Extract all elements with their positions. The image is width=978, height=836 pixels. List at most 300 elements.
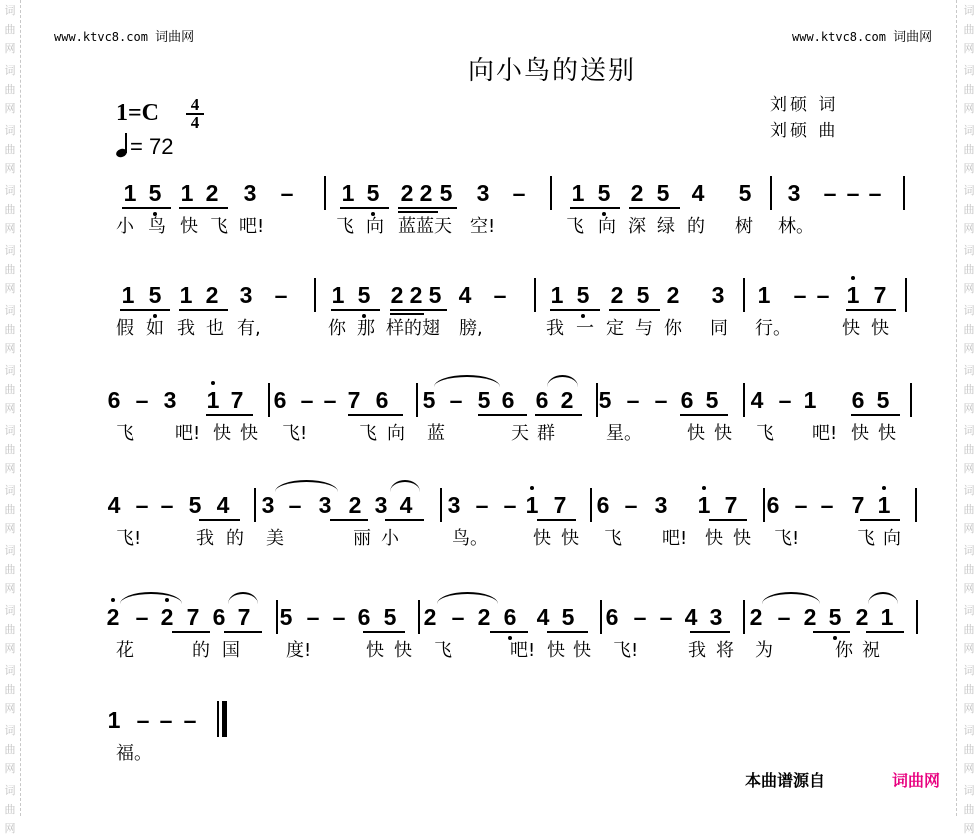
note: – [160,492,174,518]
lyric: 飞 [116,423,134,444]
watermark-char: 曲 [963,443,975,456]
note: 5 [366,180,380,206]
note: 3 [654,492,668,518]
slur-arc [437,592,498,604]
watermark-char: 词 [4,544,16,557]
octave-up-dot [211,381,215,385]
note: – [135,387,149,413]
tempo-marking [116,133,173,160]
lyric: 吧! [510,640,536,661]
note: – [288,492,302,518]
note: 2 [749,604,763,630]
watermark-char: 网 [963,462,975,475]
barline [416,383,418,417]
note: 7 [230,387,244,413]
barline [324,176,326,210]
note: 2 [400,180,414,206]
lyric: 快 [240,423,258,444]
watermark-char: 曲 [963,263,975,276]
watermark-char: 网 [963,402,975,415]
lyric: 我 [688,640,706,661]
note: 7 [347,387,361,413]
note: 2 [106,604,120,630]
lyric: 度! [286,640,312,661]
watermark-char: 词 [4,304,16,317]
lyric: 我 [177,318,195,339]
note: 2 [409,282,423,308]
note: – [823,180,837,206]
note: – [624,492,638,518]
note: 2 [803,604,817,630]
beam-underline [390,309,447,311]
note: 1 [525,492,539,518]
slur-arc [434,375,500,387]
lyric: 定 [606,318,624,339]
watermark-char: 曲 [963,623,975,636]
lyric: 福。 [116,743,152,764]
watermark-char: 词 [4,724,16,737]
note: 1 [697,492,711,518]
beam-underline [547,631,588,633]
slur-arc [390,480,420,492]
beam-underline [348,414,403,416]
note: 6 [501,387,515,413]
barline [905,278,907,312]
note: – [475,492,489,518]
beam-underline [331,309,380,311]
lyric: 将 [716,640,734,661]
watermark-char: 网 [4,702,16,715]
lyric: 的 [192,640,210,661]
barline [770,176,772,210]
lyric: 快 [714,423,732,444]
watermark-char: 网 [963,522,975,535]
lyric: 那 [357,318,375,339]
lyric: 与 [635,318,653,339]
note: 6 [375,387,389,413]
watermark-char: 曲 [4,803,16,816]
note: – [135,604,149,630]
note: 5 [477,387,491,413]
lyric: 我 [196,528,214,549]
watermark-char: 曲 [4,143,16,156]
slur-arc [868,592,898,604]
watermark-char: 词 [4,184,16,197]
watermark-left [0,0,21,835]
lyric: 向 [883,528,901,549]
note: 4 [399,492,413,518]
barline [314,278,316,312]
beam-underline [172,631,210,633]
lyric: 天 [511,423,529,444]
beam-underline [629,207,680,209]
watermark-char: 网 [963,282,975,295]
note: – [306,604,320,630]
note: 5 [148,282,162,308]
note: 1 [341,180,355,206]
note: 1 [331,282,345,308]
barline [743,383,745,417]
watermark-char: 词 [963,364,975,377]
watermark-char: 词 [4,604,16,617]
lyric: 星。 [606,423,642,444]
brand-link[interactable]: 词曲网 [892,771,941,790]
note: 1 [803,387,817,413]
lyric: 树 [735,216,753,237]
note: 2 [419,180,433,206]
lyric: 有, [237,318,261,339]
watermark-char: 词 [963,484,975,497]
watermark-char: 网 [963,222,975,235]
lyric: 的 [226,528,244,549]
watermark-char: 词 [4,424,16,437]
watermark-char: 词 [4,484,16,497]
beam-underline [398,207,457,209]
lyric: 向 [366,216,384,237]
note: 1 [206,387,220,413]
note: – [449,387,463,413]
lyric: 吧! [812,423,838,444]
lyric: 鸟 [148,216,166,237]
watermark-char: 网 [4,762,16,775]
beam-underline [690,631,730,633]
note: 5 [828,604,842,630]
barline [590,488,592,522]
note: 2 [348,492,362,518]
note: 5 [656,180,670,206]
lyric: 快 [705,528,723,549]
barline [534,278,536,312]
barline [418,600,420,634]
watermark-char: 曲 [4,83,16,96]
lyric: 空! [470,216,496,237]
watermark-char: 曲 [4,743,16,756]
note: 6 [107,387,121,413]
note: – [820,492,834,518]
lyric: 一 [576,318,594,339]
watermark-char: 曲 [4,683,16,696]
lyric: 快 [733,528,751,549]
watermark-char: 词 [963,304,975,317]
beam-underline [478,414,527,416]
watermark-char: 网 [963,642,975,655]
lyric: 快 [180,216,198,237]
beam-underline [340,207,389,209]
watermark-char: 网 [4,342,16,355]
note: 3 [163,387,177,413]
watermark-char: 词 [963,244,975,257]
slur-arc [228,592,258,604]
beam-underline [535,414,582,416]
note: – [778,387,792,413]
watermark-right [956,0,978,835]
note: 6 [535,387,549,413]
watermark-char: 词 [4,244,16,257]
note: 4 [684,604,698,630]
note: 7 [553,492,567,518]
lyric: 美 [266,528,284,549]
note: 5 [148,180,162,206]
beam-underline [550,309,600,311]
slur-arc [120,592,182,604]
watermark-char: 词 [963,184,975,197]
note: 5 [188,492,202,518]
watermark-char: 词 [963,4,975,17]
beam-underline [199,519,240,521]
note: – [451,604,465,630]
note: 5 [279,604,293,630]
barline [440,488,442,522]
barline [910,383,912,417]
note: 1 [107,707,121,733]
note: 4 [750,387,764,413]
note: – [280,180,294,206]
note: 2 [205,282,219,308]
note: 7 [851,492,865,518]
watermark-char: 网 [963,582,975,595]
note: – [868,180,882,206]
note: 2 [477,604,491,630]
note: 3 [709,604,723,630]
note: – [793,282,807,308]
note: 1 [571,180,585,206]
note: 7 [237,604,251,630]
note: – [654,387,668,413]
watermark-char: 曲 [963,683,975,696]
note: 2 [205,180,219,206]
note: – [777,604,791,630]
lyric: 飞 [336,216,354,237]
beam-underline [490,631,528,633]
source-label: 本曲谱源自 [745,771,826,790]
lyric: 假 [116,318,134,339]
note: – [633,604,647,630]
lyric: 飞 [434,640,452,661]
lyric: 快 [533,528,551,549]
watermark-char: 曲 [4,23,16,36]
note: 1 [123,180,137,206]
tempo-value: = 72 [130,134,174,159]
note: 5 [428,282,442,308]
lyric: 快 [547,640,565,661]
watermark-char: 网 [963,702,975,715]
barline [915,488,917,522]
note: 6 [851,387,865,413]
lyric: 快 [851,423,869,444]
watermark-char: 曲 [4,383,16,396]
beam-underline [709,519,747,521]
note: 5 [422,387,436,413]
lyric: 快 [878,423,896,444]
lyric: 飞! [613,640,639,661]
watermark-char: 网 [4,582,16,595]
note: 3 [261,492,275,518]
note: – [183,707,197,733]
note: 7 [873,282,887,308]
lyric: 蓝 [427,423,445,444]
watermark-char: 词 [963,64,975,77]
beam-underline [179,309,228,311]
watermark-char: 曲 [963,743,975,756]
octave-up-dot [111,598,115,602]
watermark-char: 网 [963,102,975,115]
note: – [136,707,150,733]
note: 2 [610,282,624,308]
watermark-char: 网 [4,822,16,835]
note: 3 [239,282,253,308]
note: 5 [876,387,890,413]
lyric: 吧! [175,423,201,444]
lyric: 飞 [857,528,875,549]
lyric: 膀, [459,318,483,339]
watermark-char: 网 [4,162,16,175]
note: – [659,604,673,630]
watermark-char: 词 [963,784,975,797]
watermark-char: 网 [963,762,975,775]
lyric: 丽 [353,528,371,549]
watermark-char: 网 [4,402,16,415]
beam-underline [680,414,728,416]
note: 5 [357,282,371,308]
lyric: 花 [116,640,134,661]
octave-up-dot [530,486,534,490]
lyric: 你 [664,318,682,339]
note: – [503,492,517,518]
lyric: 绿 [657,216,675,237]
note: 2 [666,282,680,308]
note: 1 [550,282,564,308]
beam-underline [851,414,900,416]
watermark-char: 曲 [963,83,975,96]
lyric: 也 [206,318,224,339]
watermark-char: 词 [963,604,975,617]
note: 5 [597,180,611,206]
watermark-char: 曲 [963,23,975,36]
note: 3 [243,180,257,206]
note: 2 [855,604,869,630]
lyric: 快 [394,640,412,661]
watermark-char: 曲 [963,323,975,336]
lyric: 鸟。 [452,528,488,549]
note: 1 [180,180,194,206]
note: 5 [439,180,453,206]
note: – [159,707,173,733]
lyric: 向 [598,216,616,237]
note: 6 [596,492,610,518]
beam-underline [537,519,576,521]
song-title: 向小鸟的送别 [468,56,637,86]
note: 5 [705,387,719,413]
lyric: 样的翅 [386,318,440,339]
lyric: 群 [537,423,555,444]
beam-underline [398,211,438,213]
note: 3 [787,180,801,206]
lyric: 蓝蓝天 [398,216,452,237]
watermark-char: 网 [963,162,975,175]
lyric: 飞 [210,216,228,237]
lyric: 飞! [116,528,142,549]
beam-underline [206,414,253,416]
barline [550,176,552,210]
site-header-right [792,26,932,45]
beam-underline [179,207,228,209]
watermark-char: 曲 [4,443,16,456]
slur-arc [275,480,338,492]
watermark-char: 曲 [963,143,975,156]
slur-arc [762,592,820,604]
watermark-char: 网 [4,462,16,475]
beam-underline [120,309,170,311]
note: 2 [560,387,574,413]
note: – [332,604,346,630]
note: 5 [636,282,650,308]
beam-underline [122,207,171,209]
lyric: 深 [628,216,646,237]
note: 4 [536,604,550,630]
site-name: 词曲网 [893,30,933,45]
watermark-char: 曲 [4,263,16,276]
beam-underline [224,631,262,633]
note: 1 [757,282,771,308]
note: 5 [738,180,752,206]
lyric: 如 [146,318,164,339]
site-header-left [54,26,194,45]
note: 1 [846,282,860,308]
lyric: 祝 [862,640,880,661]
note: – [274,282,288,308]
watermark-char: 网 [963,822,975,835]
note: – [300,387,314,413]
note: 6 [503,604,517,630]
lyric: 国 [222,640,240,661]
note: 5 [598,387,612,413]
beam-underline [385,519,424,521]
note: 6 [766,492,780,518]
lyric: 为 [755,640,773,661]
watermark-char: 词 [963,544,975,557]
lyric: 你 [328,318,346,339]
lyric: 飞! [774,528,800,549]
watermark-char: 网 [4,282,16,295]
note: – [512,180,526,206]
note: 1 [880,604,894,630]
watermark-char: 曲 [4,323,16,336]
beam-underline [846,309,896,311]
barline [254,488,256,522]
beam-underline [330,519,368,521]
note: 2 [160,604,174,630]
lyric: 飞 [756,423,774,444]
note: 3 [476,180,490,206]
barline [763,488,765,522]
watermark-char: 词 [963,424,975,437]
barline [903,176,905,210]
note: 2 [390,282,404,308]
note: – [846,180,860,206]
note: 6 [212,604,226,630]
watermark-char: 词 [4,664,16,677]
beam-underline [813,631,850,633]
quarter-note-icon [116,133,130,157]
composer-credit: 刘硕 曲 [770,121,839,141]
watermark-char: 曲 [4,623,16,636]
note: 1 [121,282,135,308]
note: – [816,282,830,308]
watermark-char: 曲 [963,383,975,396]
watermark-char: 曲 [963,563,975,576]
note: 6 [357,604,371,630]
lyric: 吧! [239,216,265,237]
